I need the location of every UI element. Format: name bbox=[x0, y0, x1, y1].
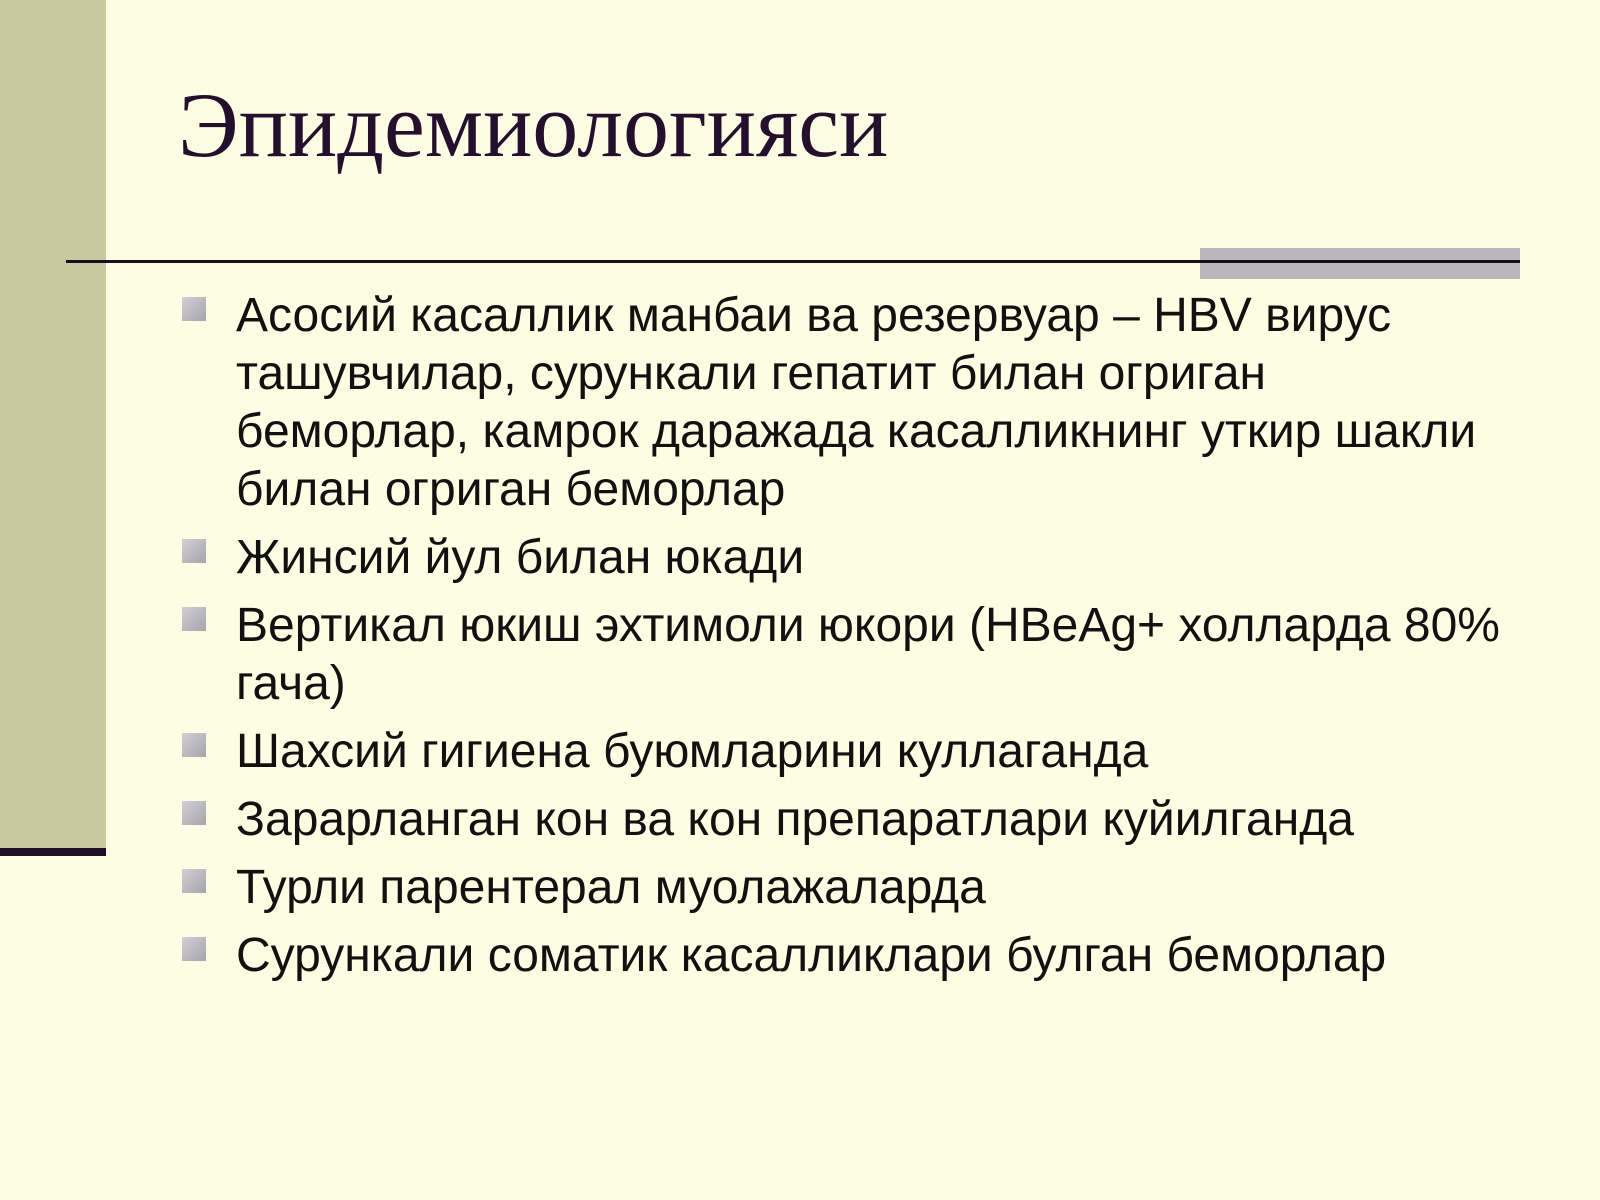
bullet-text: Вертикал юкиш эхтимоли юкори (HBeAg+ холларда 80% гача) bbox=[236, 599, 1500, 710]
accent-block bbox=[1200, 248, 1520, 279]
bullet-text: Шахсий гигиена буюмларини куллаганда bbox=[236, 725, 1149, 778]
square-bullet-icon bbox=[182, 801, 206, 825]
square-bullet-icon bbox=[182, 607, 206, 631]
bullet-item bbox=[180, 859, 1500, 917]
bullet-list bbox=[180, 287, 1500, 995]
slide-title: Эпидемиологияси bbox=[178, 74, 889, 176]
bullet-item bbox=[180, 529, 1500, 587]
bullet-item bbox=[180, 791, 1500, 849]
square-bullet-icon bbox=[182, 733, 206, 757]
bullet-item bbox=[180, 287, 1500, 519]
bullet-item bbox=[180, 723, 1500, 781]
bullet-item bbox=[180, 927, 1500, 985]
bullet-text: Сурункали соматик касалликлари булган беморлар bbox=[236, 929, 1387, 982]
bullet-item bbox=[180, 597, 1500, 713]
title-divider bbox=[66, 260, 1520, 263]
bullet-text: Зарарланган кон ва кон препаратлари куйилганда bbox=[236, 793, 1354, 846]
bullet-text: Турли парентерал муолажаларда bbox=[236, 861, 986, 914]
square-bullet-icon bbox=[182, 937, 206, 961]
square-bullet-icon bbox=[182, 539, 206, 563]
bullet-text: Асосий касаллик манбаи ва резервуар – HBV вирус ташувчилар, сурункали гепатит билан огриган беморлар, камрок даражада касалликнинг уткир шакли билан огриган беморлар bbox=[236, 289, 1477, 516]
left-bar-underline bbox=[0, 848, 106, 856]
square-bullet-icon bbox=[182, 869, 206, 893]
left-decorative-bar bbox=[0, 0, 106, 848]
bullet-text: Жинсий йул билан юкади bbox=[236, 531, 805, 584]
square-bullet-icon bbox=[182, 297, 206, 321]
